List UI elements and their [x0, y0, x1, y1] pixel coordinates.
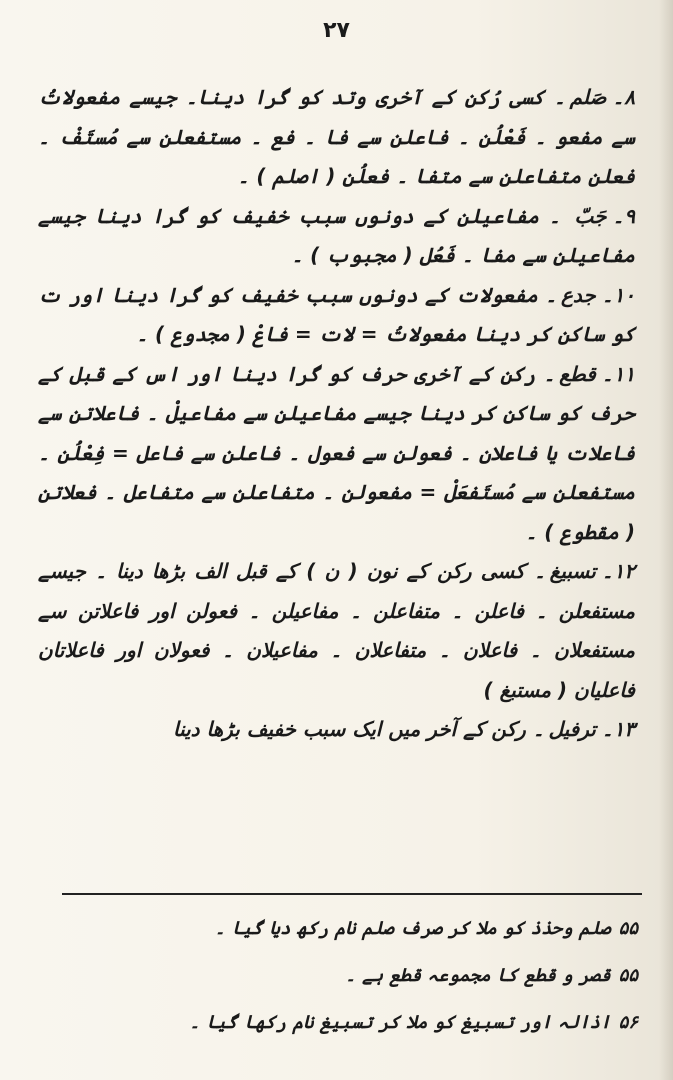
paragraph-number: ۱۳۔ [601, 717, 635, 741]
paragraph-tarfil [38, 710, 635, 750]
paragraph-number: ۹۔ [612, 203, 635, 228]
paragraph-text: ۔ رکن کے آخر میں ایک سبب خفیف بڑھا دینا [172, 717, 545, 741]
paragraph-tasbigh [38, 552, 635, 710]
footnote-text: قصر و قطع کا مجموعہ قطع ہے ۔ [345, 965, 611, 986]
footnote-text: اذالہ اور تسبیغ کو ملا کر تسبیغ نام رکھا گیا ۔ [189, 1012, 611, 1033]
paragraph-qata [38, 355, 635, 553]
paragraph-text: ۔ رکن کے آخری حرف کو گرا دینا اور اس کے قبل کے حرف کو ساکن کر دینا جیسے مفاعیلن سے مفاعیلْ ۔ فاعلاتن سے فاعلات یا فاعلان ۔ فعولن سے فعول ۔ فاعلن سے فاعل = فِعْلُن ۔ مستفعلن سے مُستَفعَلْ = مفعولن ۔ متفاعلن سے متفاعل ۔ فعلاتن ( مقطوع ) ۔ [38, 361, 635, 544]
term-heading: جدع [561, 282, 596, 307]
paragraph-number: ۱۲۔ [601, 559, 635, 583]
paragraph-text: ۔ کسی رکن کے نون ( ن ) کے قبل الف بڑھا دینا ۔ جیسے مستفعلن ۔ فاعلن ۔ متفاعلن ۔ مفاعیلن ۔ فعولن اور فاعلاتن سے مستفعلان ۔ فاعلان ۔ متفاعلان ۔ مفاعیلان ۔ فعولان اور فاعلاتان فاعلیان ( مستبغ ) [38, 559, 636, 702]
footnotes [38, 905, 638, 1046]
term-heading: تسبیغ [549, 559, 596, 583]
footnote-mark: ۵۵ [618, 965, 638, 986]
paragraph-jadu [38, 276, 635, 355]
paragraph-text: ۔ مفاعیلن کے دونوں سبب خفیف کو گرا دینا جیسے مفاعیلن سے مفا ۔ فَعُل ( مجبوب ) ۔ [38, 203, 635, 267]
main-text [38, 78, 635, 750]
footnote-mark: ۵۶ [618, 1012, 638, 1033]
paragraph-number: ۱۰۔ [601, 282, 635, 307]
term-heading: قطع [559, 361, 596, 386]
footnote-mark: ۵۵ [618, 918, 638, 939]
paragraph-salm [38, 78, 635, 197]
page-number: ۲۷ [323, 18, 350, 43]
footnote-text: صلم وحذذ کو ملا کر صرف صلم نام رکھ دیا گیا ۔ [214, 918, 611, 939]
paragraph-text: ۔ کسی رُکن کے آخری وتد کو گرا دینا۔ جیسے مفعولاتُ سے مفعو ۔ فَعْلُن ۔ فاعلن سے فا ۔ فع ۔ مستفعلن سے مُستَفْ ۔ فعلن متفاعلن سے متفا ۔ فعلُن ( اصلم ) ۔ [38, 85, 635, 188]
paragraph-number: ۱۱۔ [601, 361, 635, 386]
paragraph-jabb [38, 197, 635, 276]
term-heading: صَلم [569, 85, 607, 109]
footnote [38, 952, 638, 999]
paragraph-number: ۸۔ [612, 85, 635, 109]
term-heading: ترفیل [548, 717, 596, 741]
footnote-divider [62, 893, 642, 895]
footnote [38, 999, 638, 1046]
page-edge-shadow [659, 0, 673, 1080]
footnote [38, 905, 638, 952]
paragraph-text: ۔ مفعولات کے دونوں سبب خفیف کو گرا دینا اور ت کو ساکن کر دینا مفعولاتُ = لات = فاعْ ( مجدوع ) ۔ [38, 282, 635, 346]
term-heading: جَبّ [574, 203, 607, 228]
